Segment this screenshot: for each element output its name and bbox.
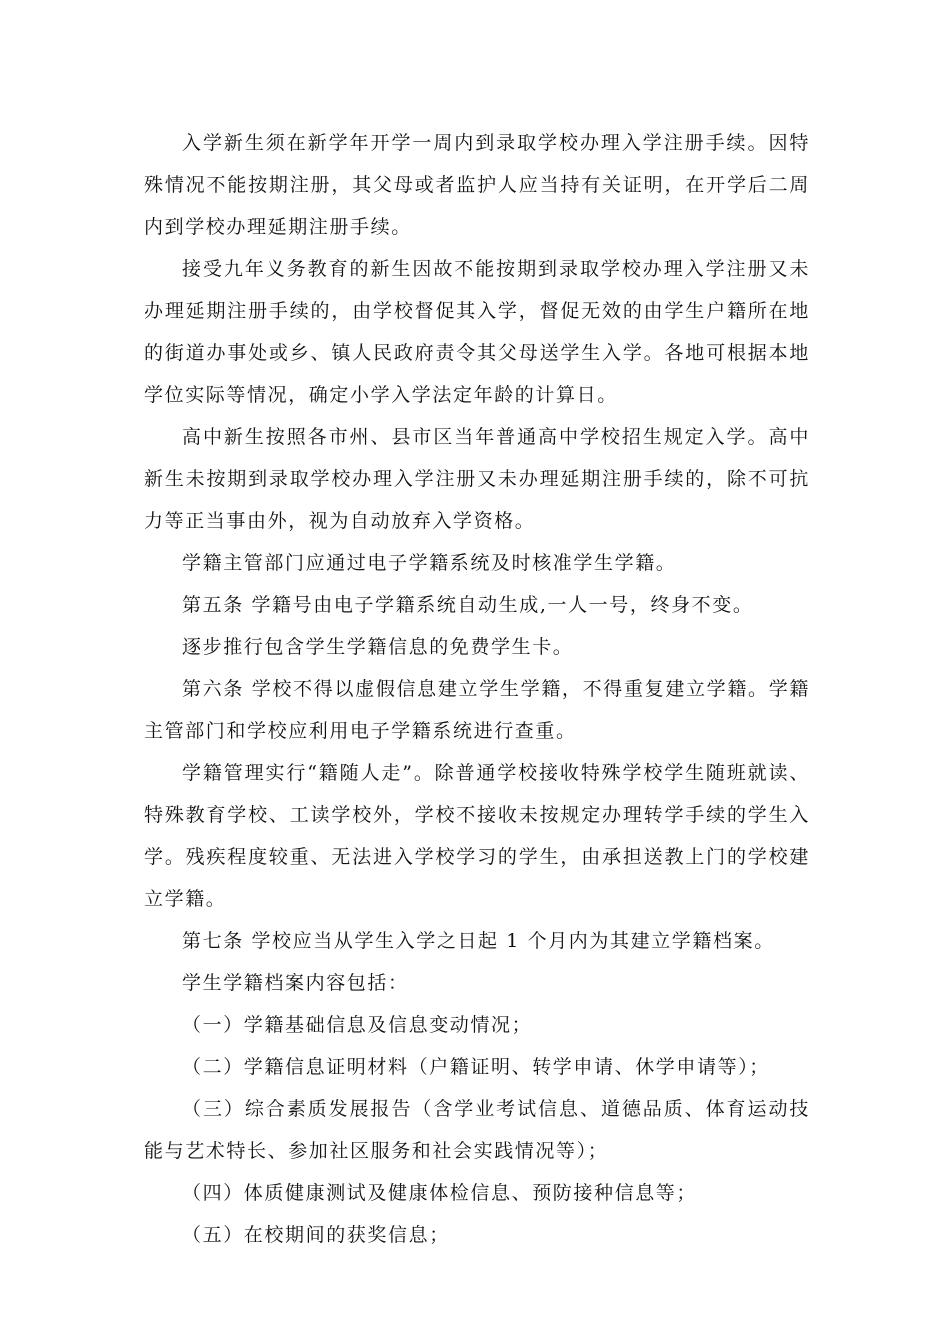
document-body xyxy=(144,122,810,1256)
paragraph-student-card: 逐步推行包含学生学籍信息的免费学生卡。 xyxy=(182,636,574,658)
paragraph-enrollment-registration: 入学新生须在新学年开学一周内到录取学校办理入学注册手续。因特殊情况不能按期注册，其父母或者监护人应当持有关证明，在开学后二周内到学校办理延期注册手续。 xyxy=(144,132,810,238)
paragraph-compulsory-education: 接受九年义务教育的新生因故不能按期到录取学校办理入学注册又未办理延期注册手续的，由学校督促其入学，督促无效的由学生户籍所在地的街道办事处或乡、镇人民政府责令其父母送学生入学。各地可根据本地学位实际等情况，确定小学入学法定年龄的计算日。 xyxy=(144,258,810,406)
paragraph-archive-contents: 学生学籍档案内容包括： xyxy=(182,972,409,994)
paragraph-article-5: 第五条 学籍号由电子学籍系统自动生成,一人一号，终身不变。 xyxy=(182,594,754,616)
paragraph-status-follows-student: 学籍管理实行“籍随人走”。除普通学校接收特殊学校学生随班就读、特殊教育学校、工读学校外，学校不接收未按规定办理转学手续的学生入学。残疾程度较重、无法进入学校学习的学生，由承担送教上门的学校建立学籍。 xyxy=(144,762,810,910)
list-item-3: （三）综合素质发展报告（含学业考试信息、道德品质、体育运动技能与艺术特长、参加社区服务和社会实践情况等）； xyxy=(144,1098,810,1162)
list-item-5: （五）在校期间的获奖信息； xyxy=(182,1224,450,1246)
paragraph-high-school-admission: 高中新生按照各市州、县市区当年普通高中学校招生规定入学。高中新生未按期到录取学校办理入学注册又未办理延期注册手续的，除不可抗力等正当事由外，视为自动放弃入学资格。 xyxy=(144,426,810,532)
list-item-4: （四）体质健康测试及健康体检信息、预防接种信息等； xyxy=(182,1182,698,1204)
list-item-1: （一）学籍基础信息及信息变动情况； xyxy=(182,1014,533,1036)
paragraph-status-verification: 学籍主管部门应通过电子学籍系统及时核准学生学籍。 xyxy=(182,552,677,574)
paragraph-article-7: 第七条 学校应当从学生入学之日起 1 个月内为其建立学籍档案。 xyxy=(182,930,775,952)
list-item-2: （二）学籍信息证明材料（户籍证明、转学申请、休学申请等）； xyxy=(182,1056,770,1078)
paragraph-article-6: 第六条 学校不得以虚假信息建立学生学籍，不得重复建立学籍。学籍主管部门和学校应利用电子学籍系统进行查重。 xyxy=(144,678,810,742)
